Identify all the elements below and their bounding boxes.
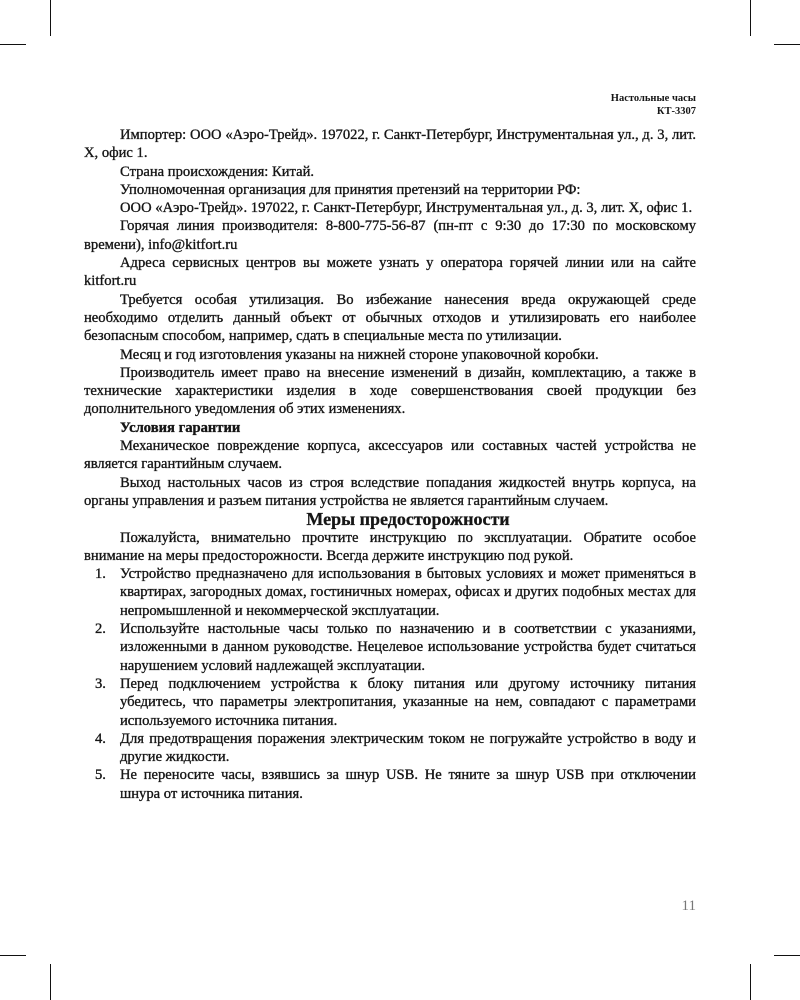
crop-mark	[50, 0, 51, 36]
crop-mark	[0, 44, 26, 45]
service-centers-paragraph: Адреса сервисных центров вы можете узнать у оператора горячей линии или на сайте kitfort.ru	[84, 255, 696, 290]
crop-mark	[750, 0, 751, 36]
list-item	[84, 675, 696, 730]
list-item	[84, 766, 696, 803]
list-item-text: Перед подключением устройства к блоку питания или другому источнику питания убедитесь, что параметры электропитания, указанные на нем, совпадают с параметрами используемого источника питания.	[120, 675, 696, 729]
manufacture-date-paragraph: Месяц и год изготовления указаны на нижней стороне упаковочной коробки.	[120, 346, 599, 363]
crop-mark	[774, 955, 800, 956]
list-item-number: 4.	[95, 730, 106, 747]
warranty-paragraph: Выход настольных часов из строя вследствие попадания жидкостей внутрь корпуса, на органы управления и разъем питания устройства не является гарантийным случаем.	[84, 474, 696, 509]
list-item-number: 2.	[95, 621, 106, 638]
claims-org-address: ООО «Аэро-Трейд». 197022, г. Санкт-Петербург, Инструментальная ул., д. 3, лит. Х, офис 1.	[120, 200, 693, 217]
list-item-number: 1.	[95, 566, 106, 583]
list-item-number: 5.	[95, 767, 106, 784]
crop-mark	[0, 955, 26, 956]
list-item	[84, 620, 696, 675]
crop-mark	[750, 964, 751, 1000]
list-item	[84, 730, 696, 767]
claims-org-label: Уполномоченная организация для принятия претензий на территории РФ:	[120, 181, 581, 198]
crop-mark	[50, 964, 51, 1000]
page-number: 11	[681, 898, 696, 914]
list-item-text: Устройство предназначено для использования в бытовых условиях и может применяться в квартирах, загородных домах, гостиничных номерах, офисах и других подобных местах для непромышленной и некоммерческой эксплуатации.	[120, 566, 696, 619]
changes-paragraph: Производитель имеет право на внесение изменений в дизайн, комплектацию, а также в технические характеристики изделия в ходе совершенствования своей продукции без дополнительного уведомления об этих изменениях.	[84, 364, 696, 418]
header-product: Настольные часы	[610, 93, 696, 104]
list-item-text: Используйте настольные часы только по назначению и в соответствии с указаниями, изложенными в данном руководстве. Нецелевое использование устройства будет считаться нарушением условий надлежащей эксплуатации.	[120, 621, 696, 674]
disposal-paragraph: Требуется особая утилизация. Во избежание нанесения вреда окружающей среде необходимо отделить данный объект от обычных отходов и утилизировать его наиболее безопасным способом, например, сдать в специальные места по утилизации.	[84, 291, 696, 345]
running-header	[84, 92, 696, 118]
section-title: Меры предосторожности	[306, 509, 510, 530]
crop-mark	[774, 44, 800, 45]
origin-paragraph: Страна происхождения: Китай.	[120, 163, 315, 180]
precautions-list	[84, 565, 696, 803]
warranty-paragraph: Механическое повреждение корпуса, аксессуаров или составных частей устройства не является гарантийным случаем.	[84, 438, 696, 473]
list-item-text: Не переносите часы, взявшись за шнур USB. Не тяните за шнур USB при отключении шнура от источника питания.	[120, 767, 696, 802]
list-item-text: Для предотвращения поражения электрическим током не погружайте устройство в воду и другие жидкости.	[120, 730, 696, 766]
warranty-title: Условия гарантии	[120, 419, 241, 436]
precautions-intro: Пожалуйста, внимательно прочтите инструкцию по эксплуатации. Обратите особое внимание на меры предосторожности. Всегда держите инструкцию под рукой.	[84, 529, 696, 564]
header-model: КТ-3307	[656, 106, 696, 117]
list-item	[84, 565, 696, 620]
page-body	[84, 126, 696, 803]
list-item-number: 3.	[95, 675, 106, 692]
hotline-paragraph: Горячая линия производителя: 8-800-775-56-87 (пн-пт с 9:30 до 17:30 по московскому времени), info@kitfort.ru	[84, 218, 696, 253]
importer-paragraph: Импортер: ООО «Аэро-Трейд». 197022, г. Санкт-Петербург, Инструментальная ул., д. 3, лит. Х, офис 1.	[84, 127, 696, 162]
